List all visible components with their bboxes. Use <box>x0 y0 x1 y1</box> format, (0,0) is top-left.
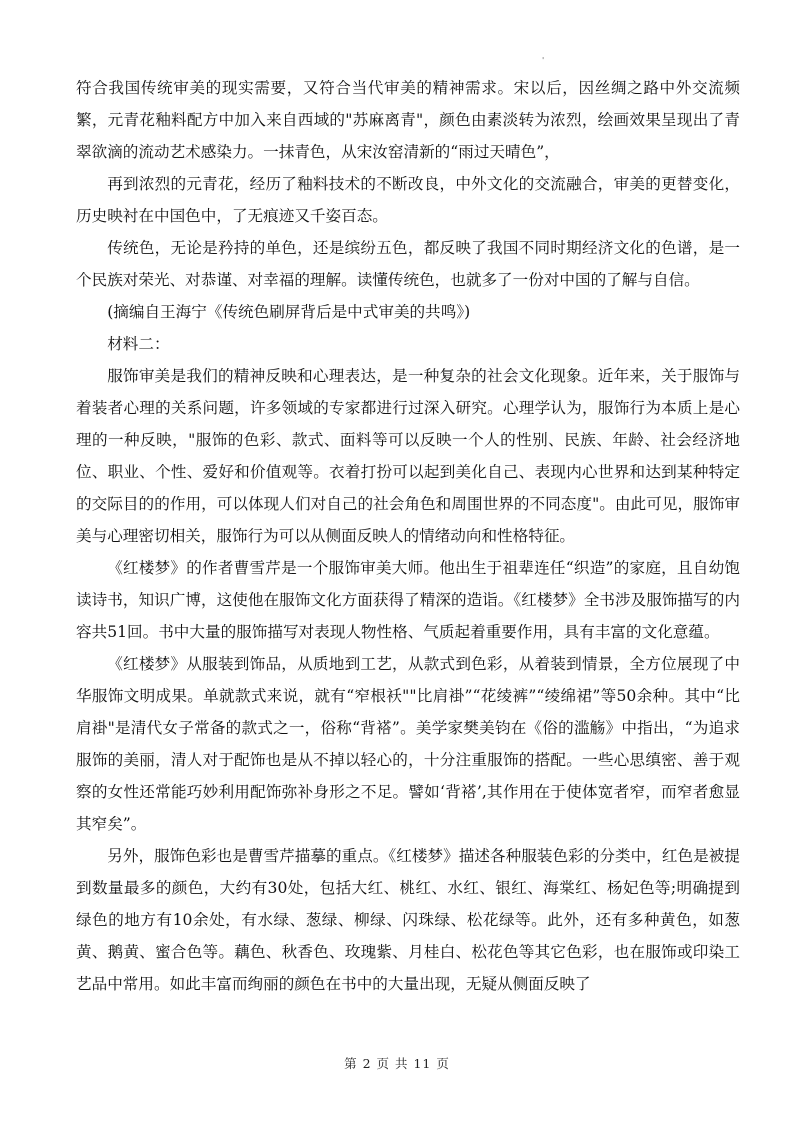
document-body <box>76 72 740 1000</box>
paragraph-1: 符合我国传统审美的现实需要，又符合当代审美的精神需求。宋以后，因丝绸之路中外交流频繁，元青花釉料配方中加入来自西域的"苏麻离青"，颜色由素淡转为浓烈，绘画效果呈现出了青翠欲滴的流动艺术感染力。一抹青色，从宋汝窑清新的“雨过天晴色”， <box>76 79 740 161</box>
source-citation: (摘编自王海宁《传统色刷屏背后是中式审美的共鸣》) <box>107 303 471 321</box>
paragraph-2: 再到浓烈的元青花，经历了釉料技术的不断改良，中外文化的交流融合，审美的更替变化，历史映衬在中国色中，了无痕迹又千姿百态。 <box>76 175 740 225</box>
material-two-heading: 材料二： <box>107 335 170 353</box>
page-footer: 第 2 页 共 11 页 <box>344 1056 450 1071</box>
paragraph-6: 服饰审美是我们的精神反映和心理表达，是一种复杂的社会文化现象。近年来，关于服饰与着装者心理的关系问题，许多领域的专家都进行过深入研究。心理学认为，服饰行为本质上是心理的一种反映，"服饰的色彩、款式、面料等可以反映一个人的性别、民族、年龄、社会经济地位、职业、个性、爱好和价值观等。衣着打扮可以起到美化自己、表现内心世界和达到某种特定的交际目的的作用，可以体现人们对自己的社会角色和周围世界的不同态度"。由此可见，服饰审美与心理密切相关，服饰行为可以从侧面反映人的情绪动向和性格特征。 <box>76 367 740 545</box>
paragraph-9: 另外，服饰色彩也是曹雪芹描摹的重点。《红楼梦》描述各种服装色彩的分类中，红色是被提到数量最多的颜色，大约有30处，包括大红、桃红、水红、银红、海棠红、杨妃色等;明确提到绿色的地方有10余处，有水绿、葱绿、柳绿、闪珠绿、松花绿等。此外，还有多种黄色，如葱黄、鹅黄、蜜合色等。藕色、秋香色、玫瑰紫、月桂白、松花色等其它色彩，也在服饰或印染工艺品中常用。如此丰富而绚丽的颜色在书中的大量出现，无疑从侧面反映了 <box>76 847 740 993</box>
paragraph-7: 《红楼梦》的作者曹雪芹是一个服饰审美大师。他出生于祖辈连任“织造”的家庭，且自幼饱读诗书，知识广博，这使他在服饰文化方面获得了精深的造诣。《红楼梦》全书涉及服饰描写的内容共51回。书中大量的服饰描写对表现人物性格、气质起着重要作用，具有丰富的文化意蕴。 <box>76 559 740 641</box>
page-mark: ' <box>542 56 545 65</box>
paragraph-3: 传统色，无论是矜持的单色，还是缤纷五色，都反映了我国不同时期经济文化的色谱，是一个民族对荣光、对恭谨、对幸福的理解。读懂传统色，也就多了一份对中国的了解与自信。 <box>76 239 740 289</box>
paragraph-8: 《红楼梦》从服装到饰品，从质地到工艺，从款式到色彩，从着装到情景，全方位展现了中华服饰文明成果。单就款式来说，就有“窄根袄""比肩褂”“花绫裤”“绫绵裙”等50余种。其中“比肩褂"是清代女子常备的款式之一，俗称“背褡”。美学家樊美钧在《俗的滥觞》中指出，“为追求服饰的美丽，清人对于配饰也是从不掉以轻心的，十分注重服饰的搭配。一些心思缜密、善于观察的女性还常能巧妙利用配饰弥补身形之不足。譬如‘背褡’,其作用在于使体宽者窄，而窄者愈显其窄矣”。 <box>76 655 740 833</box>
